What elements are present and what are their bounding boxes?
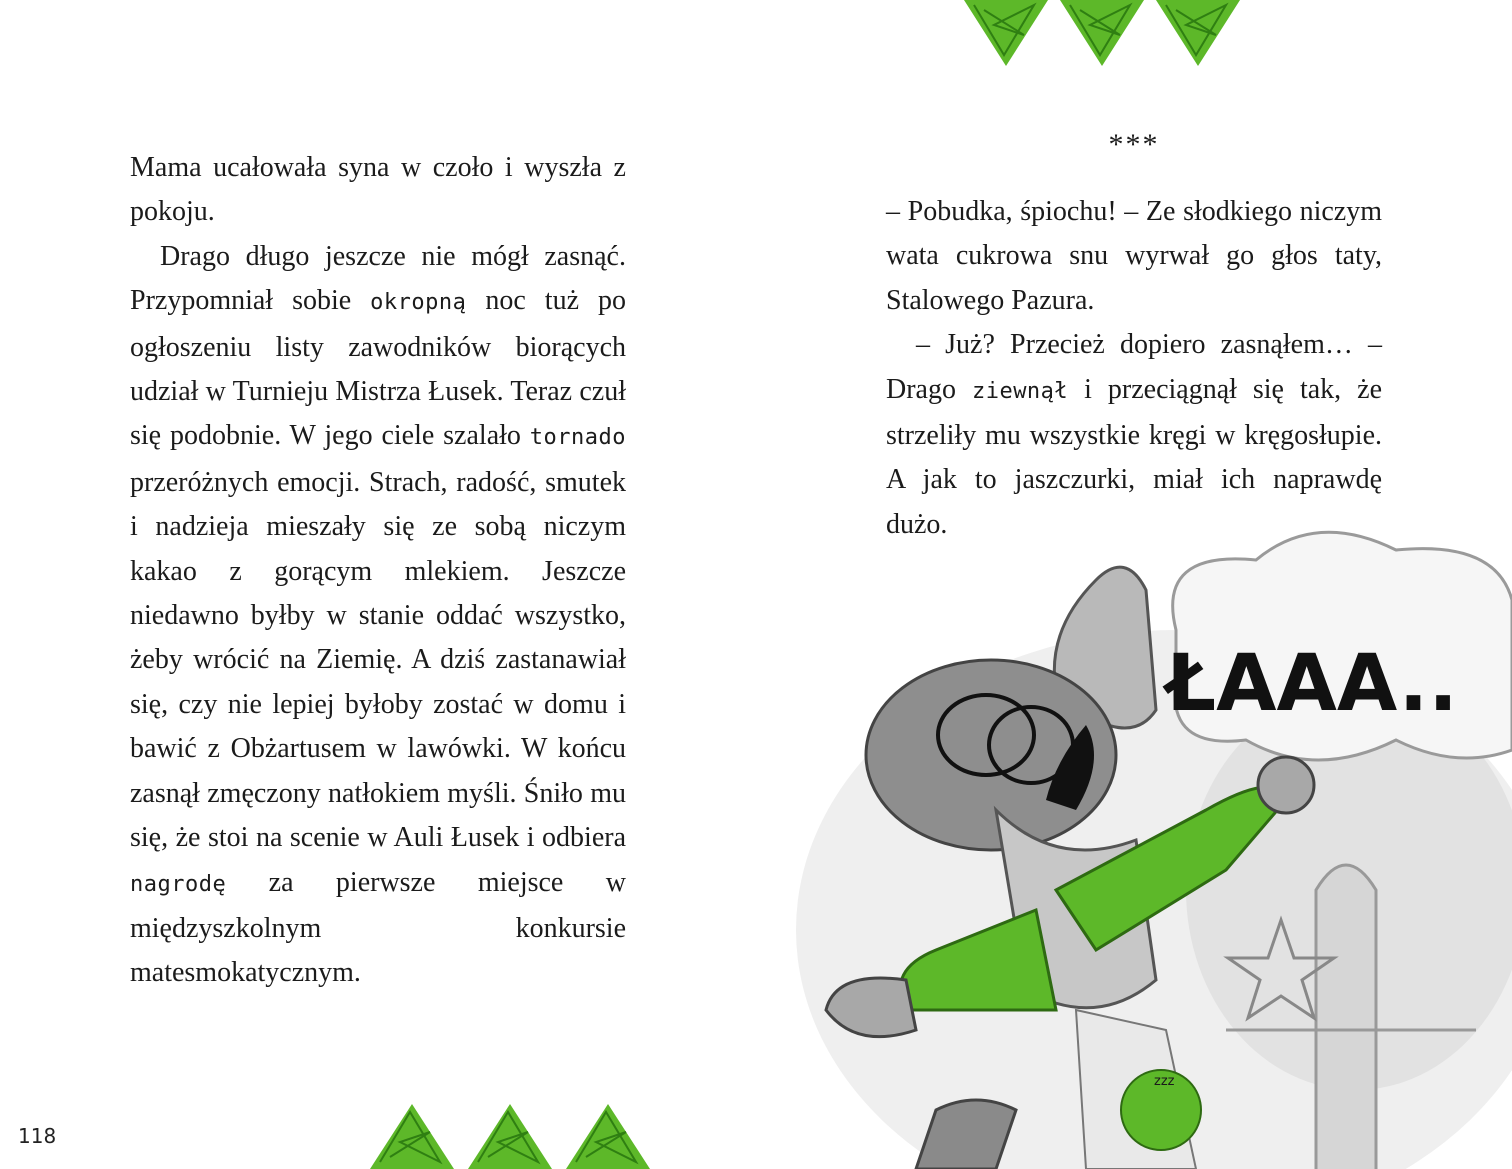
yawning-dragon-illustration [756, 510, 1512, 1169]
speech-bubble-text: ŁAAA.. [1166, 639, 1458, 729]
text-run: przeróżnych emocji. Strach, radość, smutek i nadzieja mieszały się ze sobą niczym kakao z gorącym mlekiem. Jeszcze niedawno byłby w stanie oddać wszystko, żeby wrócić na Ziemię. A dziś zastanawiał się, czy nie lepiej byłoby zostać w domu i bawić z Obżartusem w lawówki. W końcu zasnął zmęczony natłokiem myśli. Śniło mu się, że stoi na scenie w Auli Łusek i odbiera [130, 466, 626, 854]
left-page-text [130, 146, 626, 996]
handwritten-word: okropną [370, 290, 467, 316]
handwritten-word: ziewnął [971, 378, 1069, 404]
section-break: *** [1108, 128, 1160, 161]
dragon-fist [1258, 757, 1314, 813]
paragraph [130, 146, 626, 235]
green-diamond-icon [370, 1104, 454, 1169]
text-run: – Już? Przecież dopiero zasnąłem… – Drago [886, 329, 1382, 405]
text-run: Mama ucałowała syna w czoło i wyszła z pokoju. [130, 152, 626, 228]
green-diamond-icon [1060, 0, 1144, 66]
text-run: Drago długo jeszcze nie mógł zasnąć. Przypomniał sobie [130, 240, 626, 317]
right-page [756, 0, 1512, 1169]
text-run: noc tuż po ogłoszeniu listy zawodników biorących udział w Turnieju Mistrza Łusek. Teraz czuł się podobnie. W jego ciele szalało [130, 285, 626, 452]
green-diamond-icon [964, 0, 1048, 66]
paragraph [130, 235, 626, 996]
green-diamond-icon [1156, 0, 1240, 66]
right-page-text [886, 190, 1382, 547]
paragraph [886, 190, 1382, 323]
green-diamond-ornament-top [964, 0, 1254, 70]
text-run: i przeciągnął się tak, że strzeliły mu wszystkie kręgi w kręgosłupie. A jak to jaszczurki, miał ich naprawdę dużo. [886, 373, 1382, 540]
pillow-zzz: zzz [1154, 1074, 1175, 1089]
handwritten-word: tornado [529, 425, 626, 451]
handwritten-word: nagrodę [130, 871, 227, 897]
speech-bubble [1162, 532, 1512, 760]
page-number: 118 [18, 1124, 57, 1148]
green-diamond-icon [566, 1104, 650, 1169]
text-run: za pierwsze miejsce w międzyszkolnym konkursie matesmokatycznym. [130, 866, 626, 989]
green-diamond-icon [468, 1104, 552, 1169]
text-run: – Pobudka, śpiochu! – Ze słodkiego niczym wata cukrowa snu wyrwał go głos taty, Stalowego Pazura. [886, 196, 1382, 316]
green-diamond-ornament-bottom [370, 1102, 670, 1169]
